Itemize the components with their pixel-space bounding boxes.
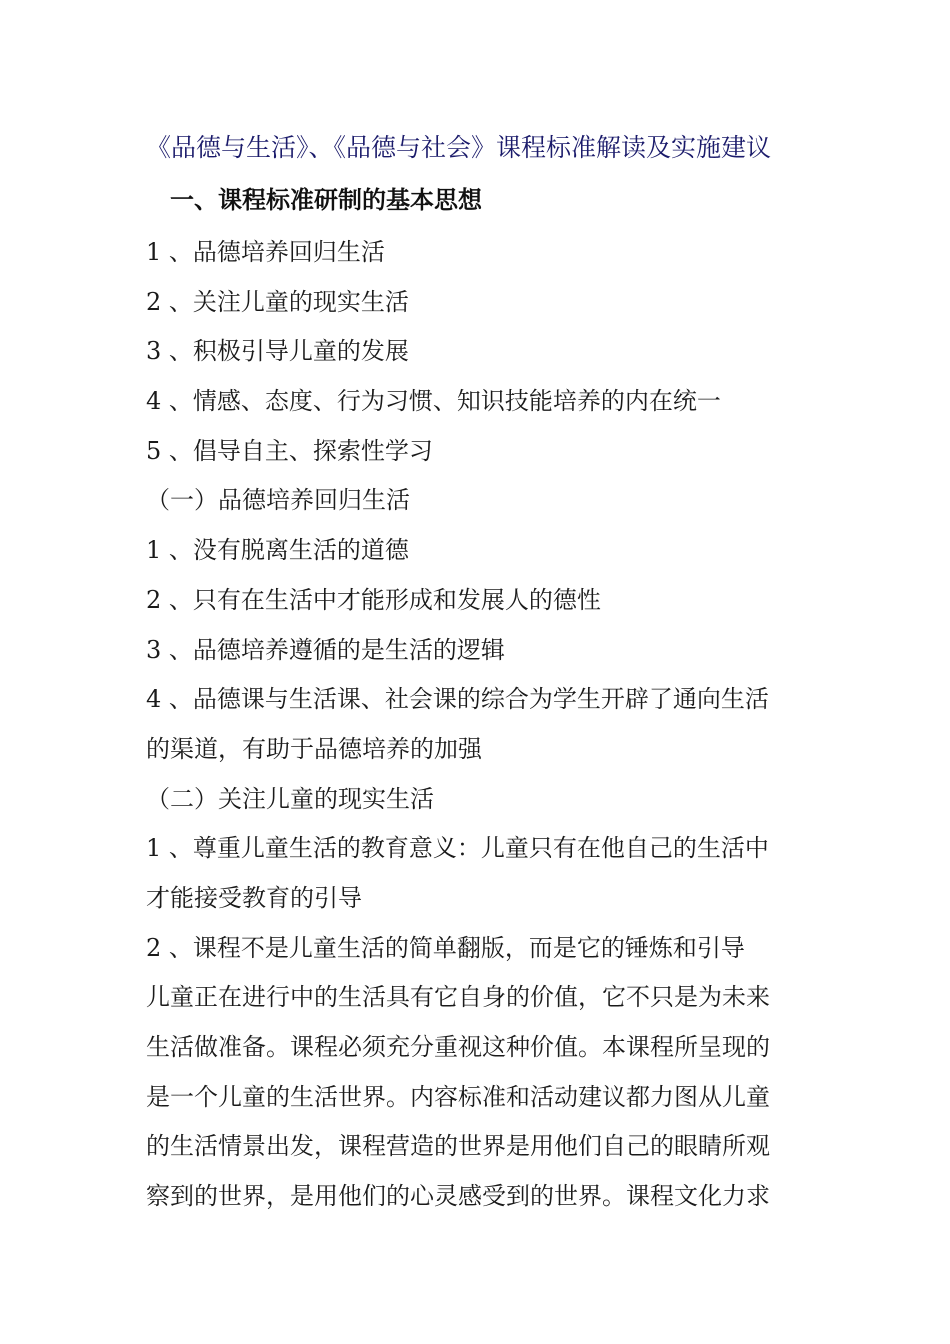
text-line: 2 、关注儿童的现实生活 — [146, 287, 409, 316]
document-title: 《品德与生活》、《品德与社会》课程标准解读及实施建议 — [146, 133, 772, 162]
document-body — [146, 228, 814, 1222]
subsection-heading: （二）关注儿童的现实生活 — [146, 784, 434, 813]
text-line: 4 、情感、态度、行为习惯、知识技能培养的内在统一 — [146, 387, 721, 416]
text-line: 5 、倡导自主、探索性学习 — [146, 436, 433, 465]
text-line: 4 、品德课与生活课、社会课的综合为学生开辟了通向生活 — [146, 685, 769, 714]
subsection-heading: （一）品德培养回归生活 — [146, 486, 410, 515]
text-line: 才能接受教育的引导 — [146, 883, 362, 912]
text-line: 是一个儿童的生活世界。内容标准和活动建议都力图从儿童 — [146, 1082, 770, 1111]
text-line: 1 、尊重儿童生活的教育意义：儿童只有在他自己的生活中 — [146, 834, 769, 863]
text-line: 1 、品德培养回归生活 — [146, 238, 385, 266]
text-line: 2 、课程不是儿童生活的简单翻版，而是它的锤炼和引导 — [146, 933, 745, 962]
text-line: 2 、只有在生活中才能形成和发展人的德性 — [146, 585, 601, 614]
text-line: 1 、没有脱离生活的道德 — [146, 536, 409, 565]
text-line: 察到的世界，是用他们的心灵感受到的世界。课程文化力求 — [146, 1182, 770, 1211]
text-line: 的渠道，有助于品德培养的加强 — [146, 734, 482, 763]
text-line: 生活做准备。课程必须充分重视这种价值。本课程所呈现的 — [146, 1033, 770, 1061]
text-line: 3 、品德培养遵循的是生活的逻辑 — [146, 635, 505, 664]
text-line: 的生活情景出发，课程营造的世界是用他们自己的眼睛所观 — [146, 1132, 770, 1161]
text-line: 儿童正在进行中的生活具有它自身的价值，它不只是为未来 — [146, 983, 770, 1012]
text-line: 3 、积极引导儿童的发展 — [146, 337, 409, 366]
section-heading: 一、课程标准研制的基本思想 — [170, 186, 482, 214]
